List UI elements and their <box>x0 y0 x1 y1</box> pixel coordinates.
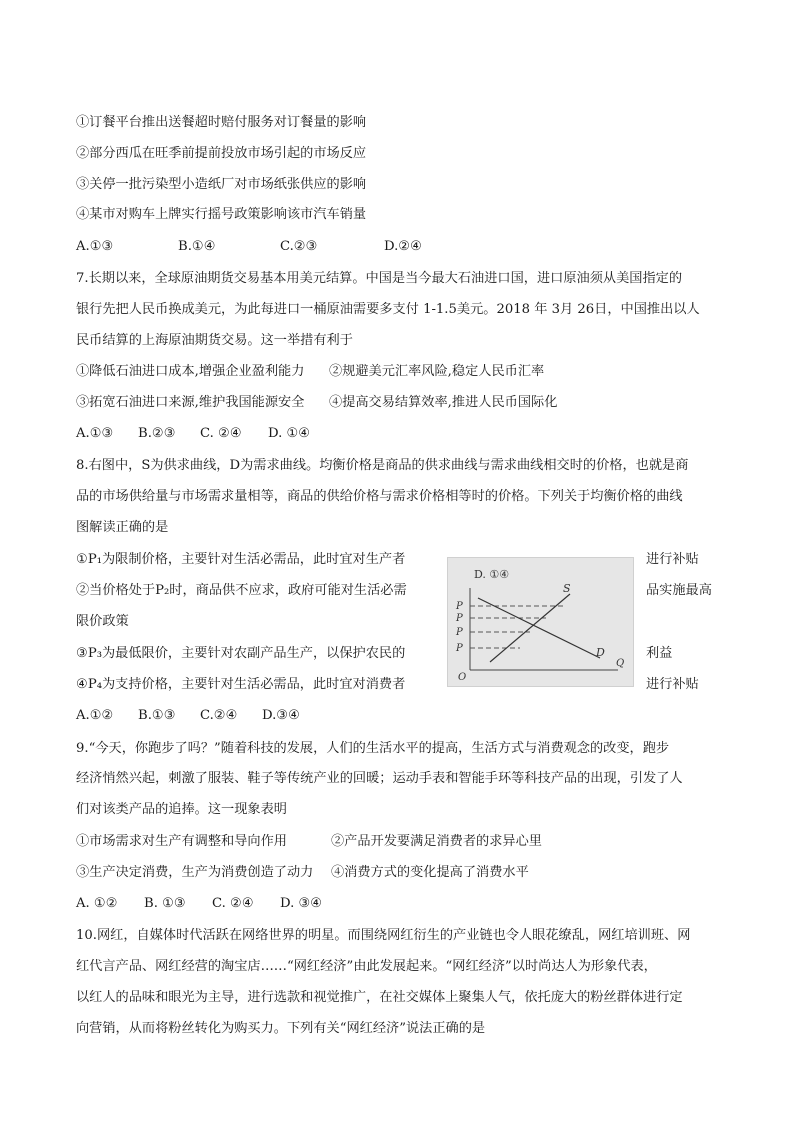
q7-item-3: ③拓宽石油进口来源,维护我国能源安全 <box>76 395 305 410</box>
q7-stem-line-2: 银行先把人民币换成美元，为此每进口一桶原油需要多支付 1-1.5美元。2018 年 3月 26日，中国推出以人 <box>76 302 700 317</box>
label-d: D <box>596 646 605 659</box>
q8-item-1-right: 进行补贴 <box>646 552 699 567</box>
q10-stem-line-2: 红代言产品、网红经营的淘宝店……“网红经济”由此发展起来。“网红经济”以时尚达人为形象代表， <box>76 959 657 974</box>
q8-item-2-continued: 限价政策 <box>76 614 129 629</box>
q6-option-c: C.②③ <box>280 239 318 254</box>
demand-curve <box>478 598 600 658</box>
q8-option-b: B.①③ <box>138 708 176 723</box>
q7-stem-line-1: 7.长期以来，全球原油期货交易基本用美元结算。中国是当今最大石油进口国，进口原油须从美国指定的 <box>76 271 683 286</box>
q8-item-1-left: ①P₁为限制价格，主要针对生活必需品，此时宜对生产者 <box>76 552 406 567</box>
q7-item-2: ②规避美元汇率风险,稳定人民币汇率 <box>329 364 545 379</box>
q9-stem-line-3: 们对该类产品的追捧。这一现象表明 <box>76 802 287 817</box>
q7-stem-line-3: 民币结算的上海原油期货交易。这一举措有利于 <box>76 333 353 348</box>
q7-item-4: ④提高交易结算效率,推进人民币国际化 <box>329 395 558 410</box>
q8-stem-line-1: 8.右图中，S为供求曲线，D为需求曲线。均衡价格是商品的供求曲线与需求曲线相交时的价格，也就是商 <box>76 458 689 473</box>
q8-options <box>76 707 300 725</box>
supply-curve <box>490 594 570 662</box>
q6-option-a: A.①③ <box>76 239 114 254</box>
q9-options <box>76 895 322 913</box>
q10-stem-line-3: 以红人的品味和眼光为主导，进行选款和视觉推广，在社交媒体上聚集人气，依托庞大的粉丝群体进行定 <box>76 990 683 1005</box>
q10-stem-line-1: 10.网红，自媒体时代活跃在网络世界的明星。而围绕网红衍生的产业链也令人眼花缭乱，网红培训班、网 <box>76 928 691 943</box>
q9-item-2: ②产品开发要满足消费者的求异心里 <box>331 834 542 849</box>
q6-item-3: ③关停一批污染型小造纸厂对市场纸张供应的影响 <box>76 177 367 192</box>
q7-option-c: C. ②④ <box>200 426 242 441</box>
q8-item-4-left: ④P₄为支持价格，主要针对生活必需品，此时宜对消费者 <box>76 677 406 692</box>
q6-option-d: D.②④ <box>384 239 422 254</box>
q9-option-b: B. ①③ <box>144 896 186 911</box>
q6-options <box>76 238 422 256</box>
q9-items-row-1 <box>76 833 542 851</box>
q8-stem-line-2: 品的市场供给量与市场需求量相等，商品的供给价格与需求价格相等时的价格。下列关于均衡价格的曲线 <box>76 489 683 504</box>
q8-option-d: D.③④ <box>262 708 300 723</box>
label-p-3: P <box>456 627 463 638</box>
q8-stem-line-3: 图解读正确的是 <box>76 520 169 535</box>
figure-overlay-text: D. ①④ <box>474 568 510 581</box>
q7-item-1: ①降低石油进口成本,增强企业盈利能力 <box>76 364 305 379</box>
label-o: O <box>458 672 467 683</box>
q8-item-3-left: ③P₃为最低限价，主要针对农副产品生产，以保护农民的 <box>76 646 406 661</box>
label-s: S <box>563 582 571 595</box>
supply-demand-figure <box>447 557 634 687</box>
q7-option-b: B.②③ <box>138 426 176 441</box>
q6-item-2: ②部分西瓜在旺季前提前投放市场引起的市场反应 <box>76 146 367 161</box>
q9-option-d: D. ③④ <box>280 896 323 911</box>
q9-item-3: ③生产决定消费，生产为消费创造了动力 <box>76 865 314 880</box>
q8-item-3-right: 利益 <box>646 646 673 661</box>
label-p-2: P <box>456 613 463 624</box>
label-q: Q <box>616 658 625 669</box>
q9-option-a: A. ①② <box>76 896 118 911</box>
supply-demand-graph <box>448 558 633 686</box>
q6-item-1: ①订餐平台推出送餐超时赔付服务对订餐量的影响 <box>76 115 367 130</box>
q6-option-b: B.①④ <box>178 239 216 254</box>
q8-item-4-right: 进行补贴 <box>646 677 699 692</box>
q7-items-row-1 <box>76 363 544 381</box>
q7-items-row-2 <box>76 394 557 412</box>
q9-items-row-2 <box>76 864 529 882</box>
q8-item-2-left: ②当价格处于P₂时，商品供不应求，政府可能对生活必需 <box>76 583 407 598</box>
q8-option-a: A.①② <box>76 708 114 723</box>
label-p-4: P <box>456 643 463 654</box>
q9-stem-line-1: 9.“今天，你跑步了吗？”随着科技的发展，人们的生活水平的提高，生活方式与消费观念的改变，跑步 <box>76 741 670 756</box>
q9-stem-line-2: 经济悄然兴起，刺激了服装、鞋子等传统产业的回暖；运动手表和智能手环等科技产品的出现，引发了人 <box>76 771 683 786</box>
q9-option-c: C. ②④ <box>212 896 254 911</box>
q7-options <box>76 425 310 443</box>
q9-item-1: ①市场需求对生产有调整和导向作用 <box>76 834 287 849</box>
label-p-1: P <box>456 601 463 612</box>
q7-option-a: A.①③ <box>76 426 114 441</box>
q9-item-4: ④消费方式的变化提高了消费水平 <box>331 865 529 880</box>
q7-option-d: D. ①④ <box>268 426 311 441</box>
q8-item-2-right: 品实施最高 <box>646 583 712 598</box>
q6-item-4: ④某市对购车上牌实行摇号政策影响该市汽车销量 <box>76 207 367 222</box>
q8-option-c: C.②④ <box>200 708 238 723</box>
q10-stem-line-4: 向营销，从而将粉丝转化为购买力。下列有关“网红经济”说法正确的是 <box>76 1021 486 1036</box>
